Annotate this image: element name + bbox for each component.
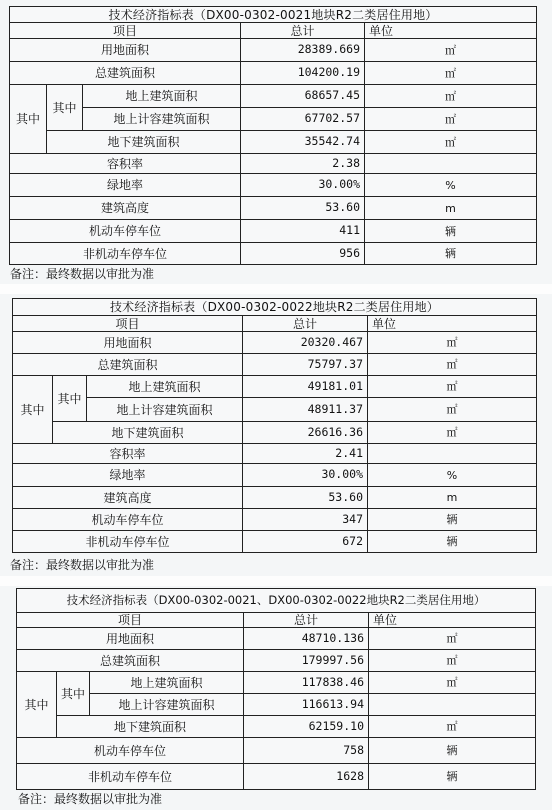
row-unit: ㎡ [368,422,537,444]
table-row [13,531,537,553]
table-note: 备注：最终数据以审批为准 [18,792,163,806]
row-value: 35542.74 [241,131,365,154]
row-value: 48710.136 [244,628,369,650]
row-label: 非机动车停车位 [10,243,241,265]
page-gap [0,576,552,586]
header-unit: 单位 [369,613,536,628]
row-value: 1628 [244,764,369,790]
row-value: 758 [244,738,369,764]
table-row [13,354,537,376]
table-row [17,694,536,716]
row-unit: % [365,174,537,197]
row-unit: ㎡ [368,398,537,422]
row-label: 地上计容建筑面积 [83,108,241,131]
table-row [10,108,537,131]
row-unit: ㎡ [369,672,536,694]
table-row [13,487,537,509]
row-label: 机动车停车位 [17,738,244,764]
table-row [13,509,537,531]
table-row [10,131,537,154]
row-value: 411 [241,220,365,243]
header-total: 总计 [241,23,365,39]
row-label: 地上计容建筑面积 [90,694,244,716]
qizhong-label-inner: 其中 [53,376,87,422]
table-title-row [13,299,537,316]
row-value: 116613.94 [244,694,369,716]
row-label: 总建筑面积 [17,650,244,672]
row-value: 20320.467 [243,332,368,354]
row-label: 建筑高度 [13,487,243,509]
table-title-row [17,589,536,613]
row-label: 总建筑面积 [13,354,243,376]
table-header-row [17,613,536,628]
indicator-table-0021 [9,6,537,265]
row-unit: 辆 [365,243,537,265]
table-row [10,62,537,85]
table-row [10,174,537,197]
row-label: 机动车停车位 [10,220,241,243]
row-value: 347 [243,509,368,531]
row-value: 48911.37 [243,398,368,422]
table-header-row [10,23,537,39]
table-row [13,332,537,354]
table-row [13,398,537,422]
row-value: 67702.57 [241,108,365,131]
row-label: 地上建筑面积 [87,376,243,398]
qizhong-label-inner: 其中 [47,85,83,131]
row-value: 62159.10 [244,716,369,738]
table-row [10,220,537,243]
header-unit: 单位 [365,23,537,39]
row-value: 179997.56 [244,650,369,672]
row-label: 容积率 [13,444,243,464]
row-label: 用地面积 [10,39,241,62]
header-total: 总计 [244,613,369,628]
table-row [10,85,537,108]
row-unit: ㎡ [369,628,536,650]
header-item: 项目 [10,23,241,39]
row-label: 地上建筑面积 [83,85,241,108]
row-unit [368,444,537,464]
row-unit: 辆 [368,509,537,531]
page-gap [0,284,552,294]
row-label: 容积率 [10,154,241,174]
row-value: 75797.37 [243,354,368,376]
row-value: 104200.19 [241,62,365,85]
row-label: 绿地率 [13,464,243,487]
row-value: 53.60 [243,487,368,509]
row-label: 绿地率 [10,174,241,197]
header-total: 总计 [243,316,368,332]
row-unit: m [365,197,537,220]
row-label: 非机动车停车位 [13,531,243,553]
table-row [13,422,537,444]
row-value: 53.60 [241,197,365,220]
row-value: 2.41 [243,444,368,464]
row-unit [365,154,537,174]
row-label: 机动车停车位 [13,509,243,531]
row-value: 49181.01 [243,376,368,398]
row-unit: ㎡ [369,716,536,738]
table-title-row [10,7,537,23]
qizhong-label-inner: 其中 [57,672,90,716]
row-value: 30.00% [243,464,368,487]
row-label: 用地面积 [17,628,244,650]
table-title: 技术经济指标表（DX00-0302-0021、DX00-0302-0022地块R2二类居住用地） [17,589,536,613]
row-unit: % [368,464,537,487]
row-unit: ㎡ [365,108,537,131]
header-item: 项目 [13,316,243,332]
row-unit: ㎡ [368,332,537,354]
row-label: 地上建筑面积 [90,672,244,694]
table-row [13,376,537,398]
row-value: 956 [241,243,365,265]
row-label: 总建筑面积 [10,62,241,85]
indicator-table-0022 [12,298,537,553]
table-title: 技术经济指标表（DX00-0302-0022地块R2二类居住用地） [13,299,537,316]
table-row [17,672,536,694]
row-unit [369,694,536,716]
table-note: 备注：最终数据以审批为准 [10,267,155,281]
table-row [10,243,537,265]
row-unit: 辆 [369,738,536,764]
table-row [17,764,536,790]
table-row [10,197,537,220]
row-unit: ㎡ [365,131,537,154]
table-row [13,464,537,487]
row-label: 地上计容建筑面积 [87,398,243,422]
row-unit: ㎡ [365,85,537,108]
row-unit: m [368,487,537,509]
row-value: 672 [243,531,368,553]
table-note: 备注：最终数据以审批为准 [10,558,155,572]
qizhong-label-outer: 其中 [10,85,47,154]
header-item: 项目 [17,613,244,628]
table-row [17,650,536,672]
row-unit: 辆 [368,531,537,553]
row-unit: 辆 [365,220,537,243]
row-unit: ㎡ [368,376,537,398]
table-row [13,444,537,464]
table-title: 技术经济指标表（DX00-0302-0021地块R2二类居住用地） [10,7,537,23]
row-value: 30.00% [241,174,365,197]
table-row [10,154,537,174]
row-label: 地下建筑面积 [53,422,243,444]
row-unit: ㎡ [365,62,537,85]
row-label: 地下建筑面积 [57,716,244,738]
row-unit: ㎡ [368,354,537,376]
table-header-row [13,316,537,332]
row-value: 28389.669 [241,39,365,62]
row-unit: ㎡ [365,39,537,62]
row-unit: 辆 [369,764,536,790]
table-row [17,628,536,650]
table-row [17,716,536,738]
row-label: 非机动车停车位 [17,764,244,790]
table-row [17,738,536,764]
table-row [10,39,537,62]
row-unit: ㎡ [369,650,536,672]
row-value: 68657.45 [241,85,365,108]
row-value: 117838.46 [244,672,369,694]
header-unit: 单位 [368,316,537,332]
row-label: 用地面积 [13,332,243,354]
indicator-table-combined [16,588,536,790]
row-label: 地下建筑面积 [47,131,241,154]
qizhong-label-outer: 其中 [13,376,53,444]
qizhong-label-outer: 其中 [17,672,57,738]
row-value: 26616.36 [243,422,368,444]
row-label: 建筑高度 [10,197,241,220]
row-value: 2.38 [241,154,365,174]
